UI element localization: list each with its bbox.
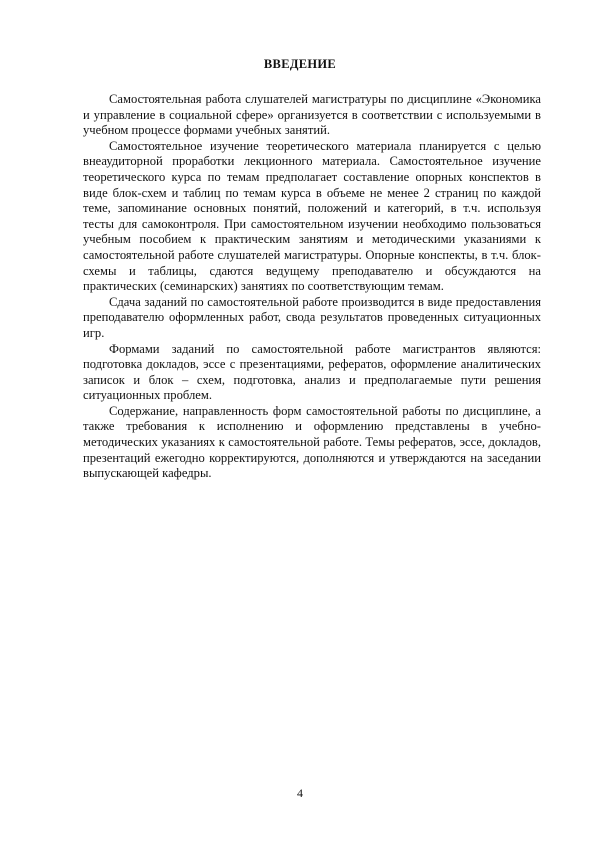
paragraph-submission: Сдача заданий по самостоятельной работе производится в виде предоставления преподавателю оформленных работ, свода результатов проведенных ситуационных игр. xyxy=(83,294,541,340)
paragraph-content: Содержание, направленность форм самостоятельной работы по дисциплине, а также требования к исполнению и оформлению представлены в учебно-методических указаниях к самостоятельной работе. Темы рефератов, эссе, докладов, презентаций ежегодно корректируются, дополняются и утверждаются на заседании выпускающей кафедры. xyxy=(83,403,541,481)
document-body xyxy=(83,92,541,482)
page-number: 4 xyxy=(297,786,303,800)
page-title: ВВЕДЕНИЕ xyxy=(263,57,337,71)
paragraph-intro: Самостоятельная работа слушателей магистратуры по дисциплине «Экономика и управление в социальной сфере» организуется в соответствии с используемыми в учебном процессе формами учебных занятий. xyxy=(83,92,541,138)
paragraph-task-forms: Формами заданий по самостоятельной работе магистрантов являются: подготовка докладов, эссе с презентациями, рефератов, оформление аналитических записок и блок – схем, подготовка, анализ и предполагаемые пути решения ситуационных проблем. xyxy=(83,341,541,403)
paragraph-theory-study: Самостоятельное изучение теоретического материала планируется с целью внеаудиторной проработки лекционного материала. Самостоятельное изучение теоретического курса по темам предполагает составление опорных конспектов в виде блок-схем и таблиц по темам курса в объеме не менее 2 страниц по каждой теме, запоминание основных понятий, положений и категорий, в т.ч. используя тесты для самоконтроля. При самостоятельном изучении необходимо пользоваться учебным пособием к практическим занятиям и методическими указаниями к самостоятельной работе слушателей магистратуры. Опорные конспекты, в т.ч. блок-схемы и таблицы, сдаются ведущему преподавателю и обсуждаются на практических (семинарских) занятиях по соответствующим темам. xyxy=(83,138,541,294)
